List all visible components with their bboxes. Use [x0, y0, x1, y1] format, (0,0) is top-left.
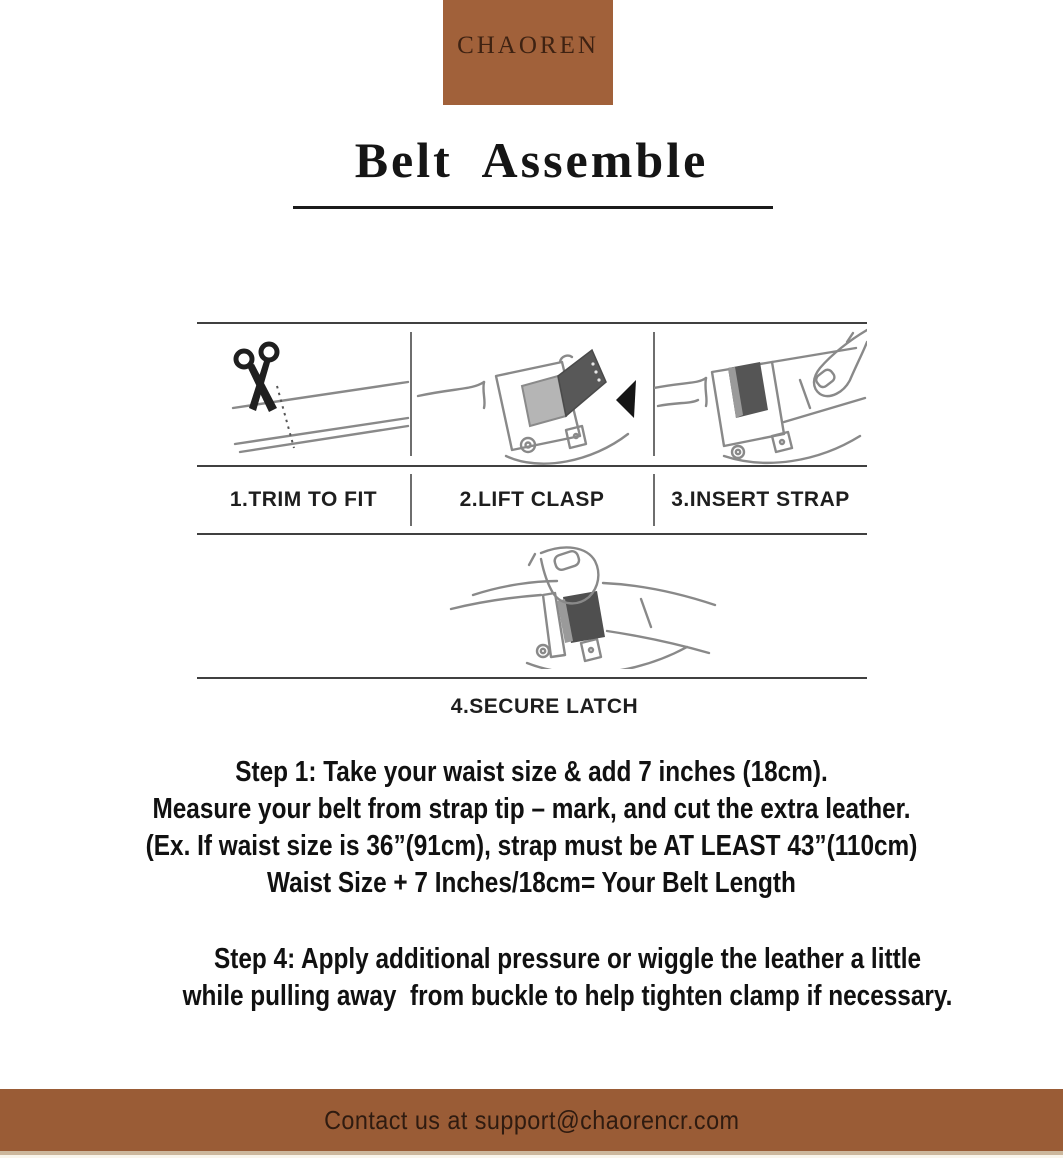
step1-line-1: Step 1: Take your waist size & add 7 inches (18cm).	[235, 756, 828, 788]
lift-clasp-cell	[410, 324, 654, 465]
trim-to-fit-cell	[197, 324, 410, 465]
lift-clasp-illustration	[410, 324, 654, 465]
insert-strap-cell	[654, 324, 867, 465]
scissors-icon	[236, 344, 277, 412]
step4-instructions	[121, 941, 1014, 1015]
illustration-row	[197, 324, 867, 465]
clasp-flap-lifted	[558, 350, 606, 416]
step-label-2: 2.LIFT CLASP	[459, 488, 605, 511]
finger-illustration	[814, 330, 867, 396]
brand-logo-text: CHAOREN	[457, 31, 599, 59]
step1-line-4: Waist Size + 7 Inches/18cm= Your Belt Length	[267, 867, 796, 899]
step1-line-2: Measure your belt from strap tip – mark, and cut the extra leather.	[152, 793, 911, 825]
page-title: Belt Assemble	[354, 132, 709, 188]
secure-latch-illustration	[443, 543, 733, 669]
secure-latch-row	[197, 535, 867, 677]
arrow-left-icon	[616, 380, 636, 418]
brand-logo-box	[443, 0, 613, 105]
footer-contact-text: Contact us at support@chaorencr.com	[323, 1104, 740, 1135]
step4-line-1: Step 4: Apply additional pressure or wiggle the leather a little	[213, 943, 922, 975]
step1-instructions	[85, 754, 978, 902]
assembly-steps-grid	[197, 322, 867, 679]
step1-line-3: (Ex. If waist size is 36”(91cm), strap must be AT LEAST 43”(110cm)	[145, 830, 918, 862]
grid-line-bottom	[197, 677, 867, 679]
fingernail	[553, 550, 580, 572]
footer-contact-band	[0, 1089, 1063, 1151]
scissors-trim-illustration	[197, 324, 410, 465]
step-label-3: 3.INSERT STRAP	[671, 488, 850, 511]
title-underline	[293, 206, 773, 209]
step-label-1: 1.TRIM TO FIT	[229, 488, 378, 511]
labels-row	[197, 467, 867, 533]
step4-line-2: while pulling away from buckle to help tighten clamp if necessary.	[182, 980, 953, 1012]
insert-strap-illustration	[654, 324, 867, 465]
step-label-4: 4.SECURE LATCH	[450, 695, 639, 718]
cut-dotted-line	[277, 386, 294, 448]
motion-tick	[529, 554, 535, 565]
